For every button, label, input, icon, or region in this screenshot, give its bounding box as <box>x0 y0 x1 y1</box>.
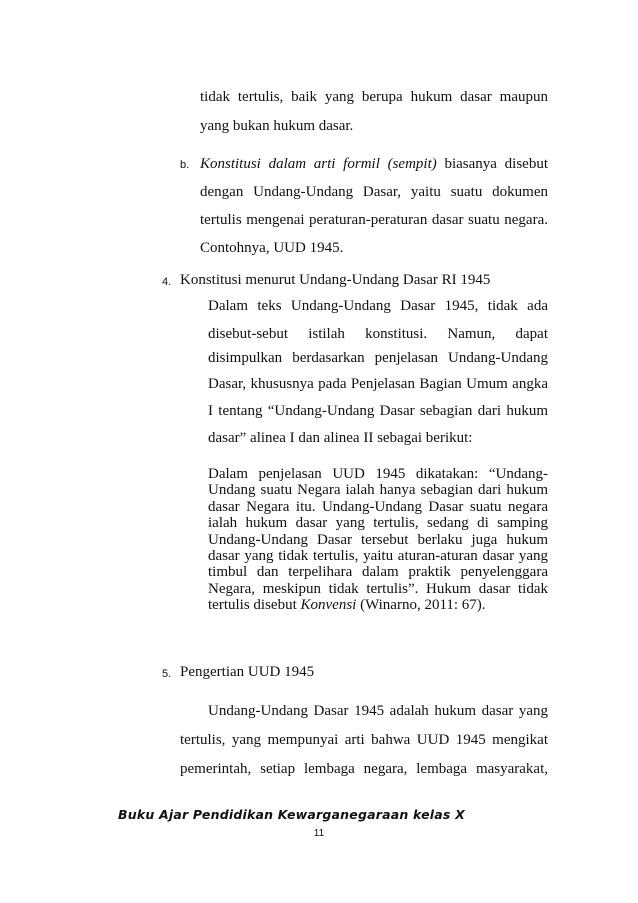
page-number: 11 <box>313 828 325 839</box>
item-5-paragraph-line: Undang-Undang Dasar 1945 adalah hukum dasar yang <box>208 703 548 719</box>
item-4-paragraph-line: Dalam teks Undang-Undang Dasar 1945, tidak ada <box>208 298 548 314</box>
item-b-first-line <box>200 156 548 173</box>
item-5-heading: Pengertian UUD 1945 <box>180 664 315 680</box>
quotation-line: timbul dan terpelihara dalam praktik penyelenggara <box>208 564 548 581</box>
item-b-marker: b. <box>180 159 190 171</box>
item-a-continuation-line: yang bukan hukum dasar. <box>200 118 354 134</box>
quotation-line: Undang-Undang Dasar tersebut berlaku juga hukum <box>208 531 548 548</box>
quotation-line: Dalam penjelasan UUD 1945 dikatakan: “Undang- <box>208 466 548 482</box>
quotation-line: Negara, meskipun tidak tertulis”. Hukum dasar tidak <box>208 580 548 597</box>
quotation-last-line <box>208 597 548 613</box>
item-5-paragraph-line: tertulis, yang mempunyai arti bahwa UUD 1945 mengikat <box>180 732 548 748</box>
item-4-paragraph-line: dasar” alinea I dan alinea II sebagai berikut: <box>208 430 473 446</box>
item-b-first-line-rest: biasanya disebut <box>436 156 548 172</box>
item-4-heading: Konstitusi menurut Undang-Undang Dasar RI 1945 <box>180 272 491 288</box>
item-5-paragraph-line: pemerintah, setiap lembaga negara, lembaga masyarakat, <box>180 761 548 777</box>
item-b-line: dengan Undang-Undang Dasar, yaitu suatu dokumen <box>200 184 548 200</box>
item-5-number: 5. <box>162 668 172 680</box>
quotation-term: Konvensi <box>300 597 357 614</box>
quotation-line: dasar yang tidak tertulis, yaitu aturan-aturan dasar yang <box>208 548 548 565</box>
item-4-paragraph-line: disebut-sebut istilah konstitusi. Namun, dapat <box>208 326 548 342</box>
quotation-citation: (Winarno, 2011: 67). <box>356 597 486 614</box>
quotation-last-pre: tertulis disebut <box>208 597 301 614</box>
item-4-paragraph-line: I tentang “Undang-Undang Dasar sebagian dari hukum <box>208 403 548 419</box>
item-b-line: Contohnya, UUD 1945. <box>200 240 344 256</box>
item-a-continuation-line: tidak tertulis, baik yang berupa hukum dasar maupun <box>200 89 548 105</box>
item-b-term: Konstitusi dalam arti formil (sempit) <box>200 156 437 172</box>
quotation-line: Undang suatu Negara ialah hanya sebagian dari hukum <box>208 482 548 499</box>
quotation-line: ialah hukum dasar yang tertulis, sedang di samping <box>208 515 548 532</box>
quotation-block <box>208 466 548 614</box>
item-b-line: tertulis mengenai peraturan-peraturan dasar suatu negara. <box>200 212 548 228</box>
item-4-number: 4. <box>162 276 172 288</box>
item-4-paragraph-line: Dasar, khususnya pada Penjelasan Bagian Umum angka <box>208 376 548 392</box>
item-4-paragraph-line: disimpulkan berdasarkan penjelasan Undang-Undang <box>208 350 548 366</box>
footer-book-title: Buku Ajar Pendidikan Kewarganegaraan kelas X <box>118 807 465 822</box>
quotation-line: dasar Negara itu. Undang-Undang Dasar suatu negara <box>208 498 548 515</box>
